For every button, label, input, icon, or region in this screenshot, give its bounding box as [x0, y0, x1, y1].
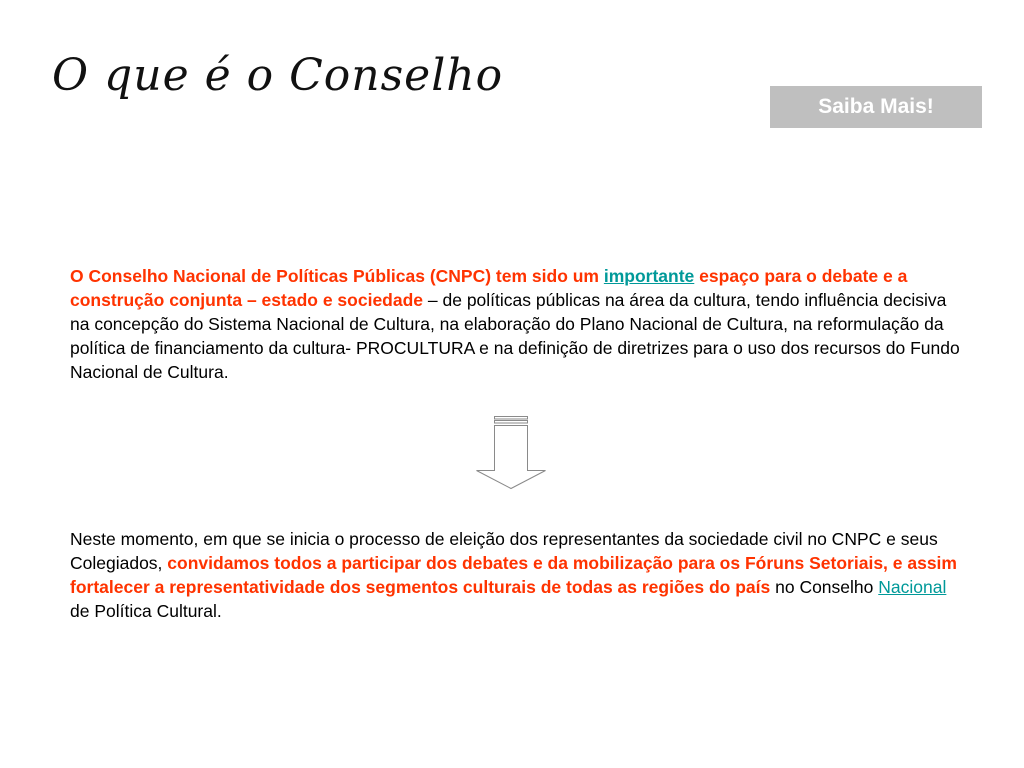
invitation-end-text: de Política Cultural. [70, 601, 222, 621]
saiba-mais-button[interactable]: Saiba Mais! [770, 86, 982, 128]
nacional-link[interactable]: Nacional [878, 577, 947, 597]
invitation-highlight: convidamos todos a participar dos debates e da mobilização para os Fóruns Setoriais, e assim fortalecer a representatividade dos segmentos culturais de todas as regiões do país [70, 553, 957, 597]
paragraph-invitation [70, 527, 970, 623]
invitation-mid-text: no Conselho [770, 577, 879, 597]
invitation-start-text: Neste momento, em que se inicia o processo de eleição dos representantes da sociedade civil no CNPC e seus Colegiados, [70, 529, 938, 573]
paragraph-intro [70, 264, 970, 384]
slide-title: O que é o Conselho [52, 50, 504, 101]
intro-highlight-start: O Conselho Nacional de Políticas Públicas (CNPC) tem sido um [70, 266, 604, 286]
intro-highlight-end: espaço para o debate e a construção conjunta – estado e sociedade [70, 266, 908, 310]
intro-rest-text: – de políticas públicas na área da cultura, tendo influência decisiva na concepção do Sistema Nacional de Cultura, na elaboração do Plano Nacional de Cultura, na reformulação da política de financiamento da cultura- PROCULTURA e na definição de diretrizes para o uso dos recursos do Fundo Nacional de Cultura. [70, 290, 960, 382]
down-arrow-icon [472, 410, 552, 494]
importante-link[interactable]: importante [603, 266, 695, 286]
